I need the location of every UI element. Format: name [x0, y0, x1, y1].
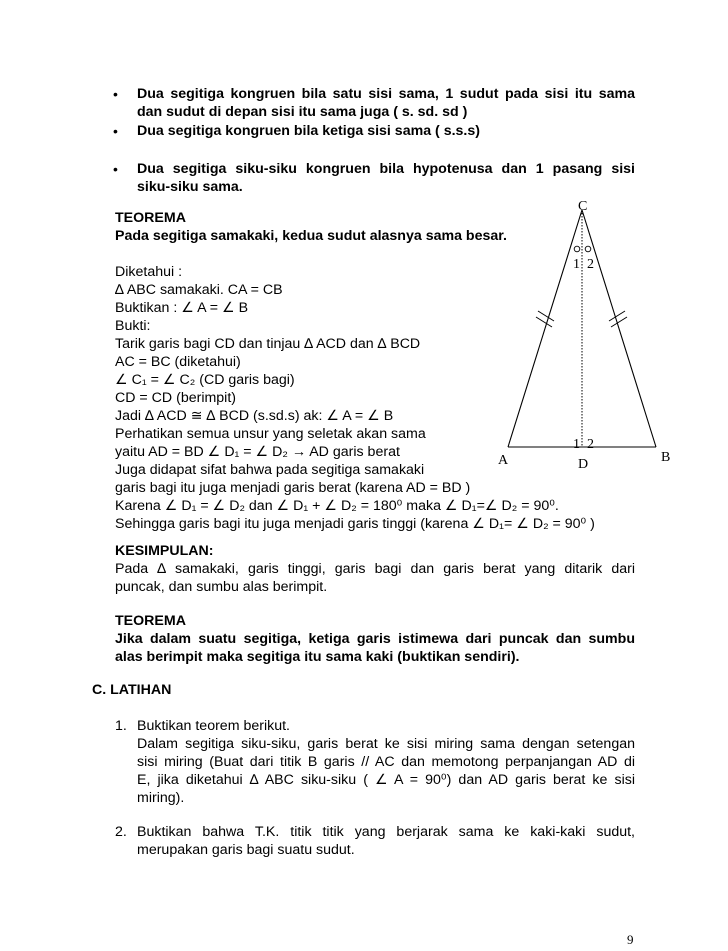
- theorem-statement: Pada segitiga samakaki, kedua sudut alasnya sama besar.: [115, 228, 507, 244]
- conclusion-line-2: puncak, dan sumbu alas berimpit.: [115, 579, 328, 595]
- exercise-2-line: Buktikan bahwa T.K. titik titik yang berjarak sama ke kaki-kaki sudut,: [137, 824, 635, 840]
- proof-step: Jadi ∆ ACD ≅ ∆ BCD (s.sd.s) ak: ∠ A = ∠ B: [115, 408, 394, 424]
- proof-step: ∠ C₁ = ∠ C₂ (CD garis bagi): [115, 372, 295, 388]
- proof-step: Perhatikan semua unsur yang seletak akan sama: [115, 426, 426, 442]
- bullet-marker: •: [113, 123, 118, 139]
- proof-step: Sehingga garis bagi itu juga menjadi garis tinggi (karena ∠ D₁= ∠ D₂ = 90⁰ ): [115, 516, 595, 532]
- bullet-marker: •: [113, 161, 118, 177]
- vertex-b-label: B: [661, 450, 671, 465]
- exercise-1-number: 1.: [115, 718, 127, 734]
- tick-marks-ac: [536, 311, 554, 327]
- exercise-1-line: Buktikan teorem berikut.: [137, 718, 290, 734]
- proof-step: Karena ∠ D₁ = ∠ D₂ dan ∠ D₁ + ∠ D₂ = 180⁰ maka ∠ D₁=∠ D₂ = 90⁰.: [115, 498, 559, 514]
- vertex-c-label: C: [578, 199, 588, 214]
- proof-step: Tarik garis bagi CD dan tinjau ∆ ACD dan ∆ BCD: [115, 336, 421, 352]
- vertex-a-label: A: [498, 453, 509, 468]
- proof-step: AC = BC (diketahui): [115, 354, 241, 370]
- proof-step: garis bagi itu juga menjadi garis berat (karena AD = BD ): [115, 480, 471, 496]
- conclusion-line-1: Pada ∆ samakaki, garis tinggi, garis bagi dan garis berat yang ditarik dari: [115, 561, 635, 577]
- exercise-1-line: E, jika diketahui ∆ ABC siku-siku ( ∠ A = 90⁰) dan AD garis berat ke sisi: [137, 772, 635, 788]
- exercise-1-line: sisi miring (Buat dari titik B garis // AC dan memotong perpanjangan AD di: [137, 754, 635, 770]
- bullet-2-line-1: Dua segitiga kongruen bila ketiga sisi sama ( s.s.s): [137, 123, 480, 139]
- conclusion-heading: KESIMPULAN:: [115, 543, 214, 559]
- exercise-1-line: miring).: [137, 790, 185, 806]
- point-d-label: D: [578, 457, 589, 472]
- proof-step: CD = CD (berimpit): [115, 390, 237, 406]
- bullet-1-line-2: dan sudut di depan sisi itu sama juga ( s. sd. sd ): [137, 104, 468, 120]
- proof-step: Juga didapat sifat bahwa pada segitiga samakaki: [115, 462, 425, 478]
- exercise-2-line: merupakan garis bagi suatu sudut.: [137, 842, 355, 858]
- angle-c2-label: 2: [587, 257, 594, 272]
- theorem-heading: TEOREMA: [115, 210, 186, 226]
- given-label: Diketahui :: [115, 264, 183, 280]
- bullet-3-line-1: Dua segitiga siku-siku kongruen bila hypotenusa dan 1 pasang sisi: [137, 161, 635, 177]
- triangle-side-bc: [582, 210, 656, 447]
- exercise-1-line: Dalam segitiga siku-siku, garis berat ke sisi miring sama dengan setengan: [137, 736, 635, 752]
- theorem-2-line-1: Jika dalam suatu segitiga, ketiga garis istimewa dari puncak dan sumbu: [115, 631, 635, 647]
- proof-step: yaitu AD = BD ∠ D₁ = ∠ D₂ → AD garis berat: [115, 444, 400, 460]
- angle-d1-label: 1: [573, 437, 580, 452]
- isosceles-triangle-figure: [480, 190, 680, 480]
- proof-label: Bukti:: [115, 318, 151, 334]
- angle-d2-label: 2: [587, 437, 594, 452]
- given-text: ∆ ABC samakaki. CA = CB: [115, 282, 283, 298]
- theorem-2-line-2: alas berimpit maka segitiga itu sama kaki (buktikan sendiri).: [115, 649, 520, 665]
- section-title: C. LATIHAN: [92, 682, 172, 698]
- bullet-3-line-2: siku-siku sama.: [137, 179, 243, 195]
- theorem-2-heading: TEOREMA: [115, 613, 186, 629]
- bullet-marker: •: [113, 86, 118, 102]
- angle-c1-label: 1: [573, 257, 580, 272]
- prove-text: Buktikan : ∠ A = ∠ B: [115, 300, 249, 316]
- bullet-1-line-1: Dua segitiga kongruen bila satu sisi sama, 1 sudut pada sisi itu sama: [137, 86, 635, 102]
- triangle-side-ac: [508, 210, 582, 447]
- exercise-2-number: 2.: [115, 824, 127, 840]
- page-number: 9: [627, 932, 634, 947]
